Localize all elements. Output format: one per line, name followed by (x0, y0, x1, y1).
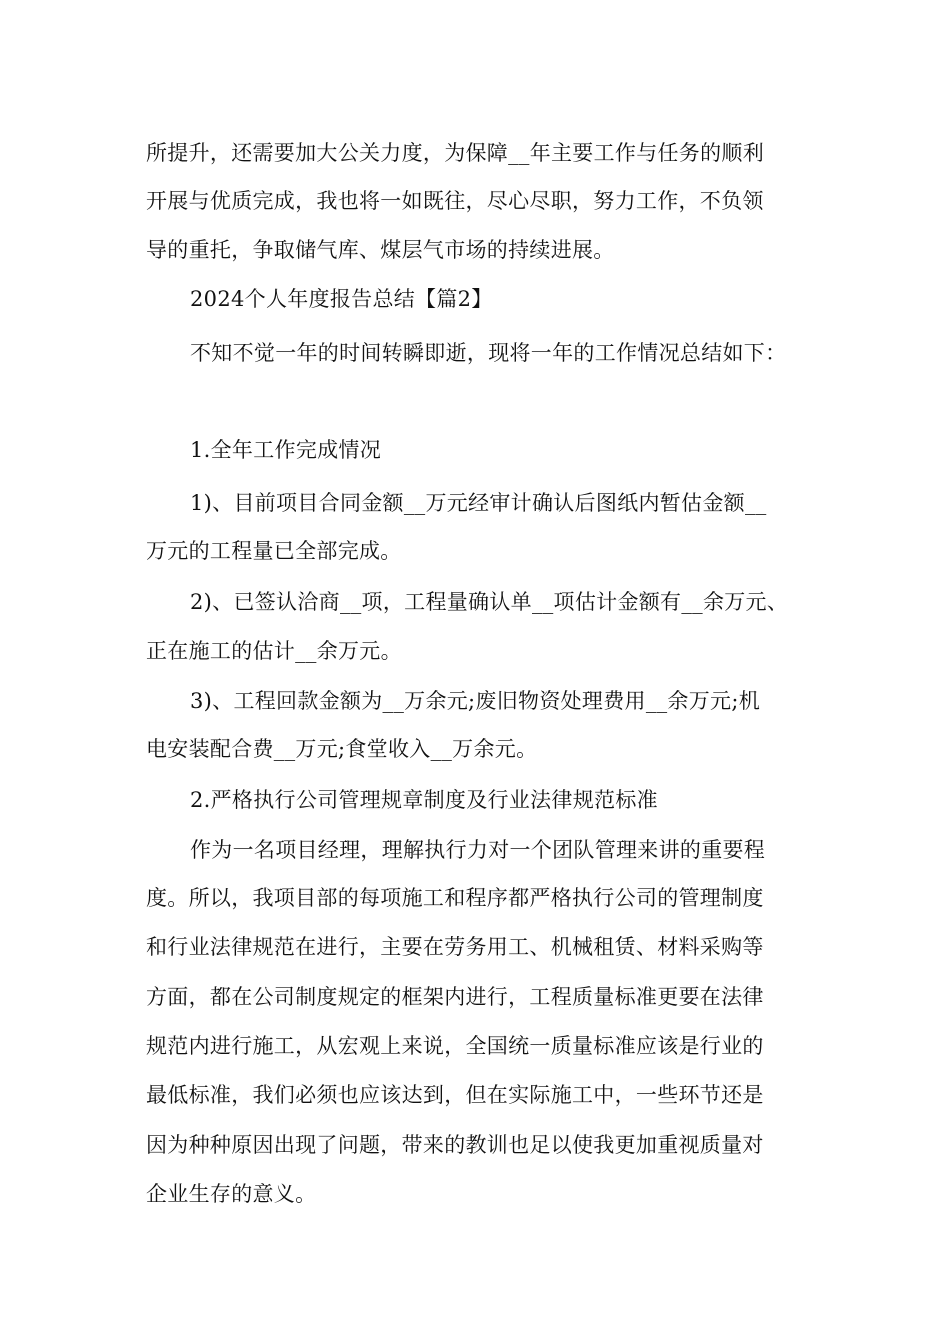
list-item-line: 3)、工程回款金额为__万余元;废旧物资处理费用__余万元;机 (190, 689, 761, 713)
subsection-heading: 1.全年工作完成情况 (190, 438, 382, 462)
list-item-line: 万元的工程量已全部完成。 (146, 539, 402, 563)
paragraph-line: 作为一名项目经理，理解执行力对一个团队管理来讲的重要程 (190, 838, 766, 862)
paragraph-line: 度。所以，我项目部的每项施工和程序都严格执行公司的管理制度 (146, 886, 764, 910)
paragraph-line: 方面，都在公司制度规定的框架内进行，工程质量标准更要在法律 (146, 985, 764, 1009)
subsection-heading: 2.严格执行公司管理规章制度及行业法律规范标准 (190, 788, 658, 812)
paragraph-line: 开展与优质完成，我也将一如既往，尽心尽职，努力工作，不负领 (146, 189, 764, 213)
paragraph-line: 不知不觉一年的时间转瞬即逝，现将一年的工作情况总结如下： (190, 341, 787, 365)
paragraph-line: 和行业法律规范在进行，主要在劳务用工、机械租赁、材料采购等 (146, 935, 764, 959)
paragraph-line: 所提升，还需要加大公关力度，为保障__年主要工作与任务的顺利 (146, 141, 764, 165)
list-item-line: 正在施工的估计__余万元。 (146, 639, 402, 663)
paragraph-line: 最低标准，我们必须也应该达到，但在实际施工中，一些环节还是 (146, 1083, 764, 1107)
paragraph-line: 因为种种原因出现了问题，带来的教训也足以使我更加重视质量对 (146, 1133, 764, 1157)
section-title: 2024个人年度报告总结【篇2】 (190, 287, 493, 311)
paragraph-line: 企业生存的意义。 (146, 1182, 317, 1206)
list-item-line: 1)、目前项目合同金额__万元经审计确认后图纸内暂估金额__ (190, 491, 767, 515)
list-item-line: 电安装配合费__万元;食堂收入__万余元。 (146, 737, 538, 761)
list-item-line: 2)、已签认洽商__项，工程量确认单__项估计金额有__余万元、 (190, 590, 789, 614)
paragraph-line: 导的重托，争取储气库、煤层气市场的持续进展。 (146, 238, 615, 262)
paragraph-line: 规范内进行施工，从宏观上来说，全国统一质量标准应该是行业的 (146, 1034, 764, 1058)
